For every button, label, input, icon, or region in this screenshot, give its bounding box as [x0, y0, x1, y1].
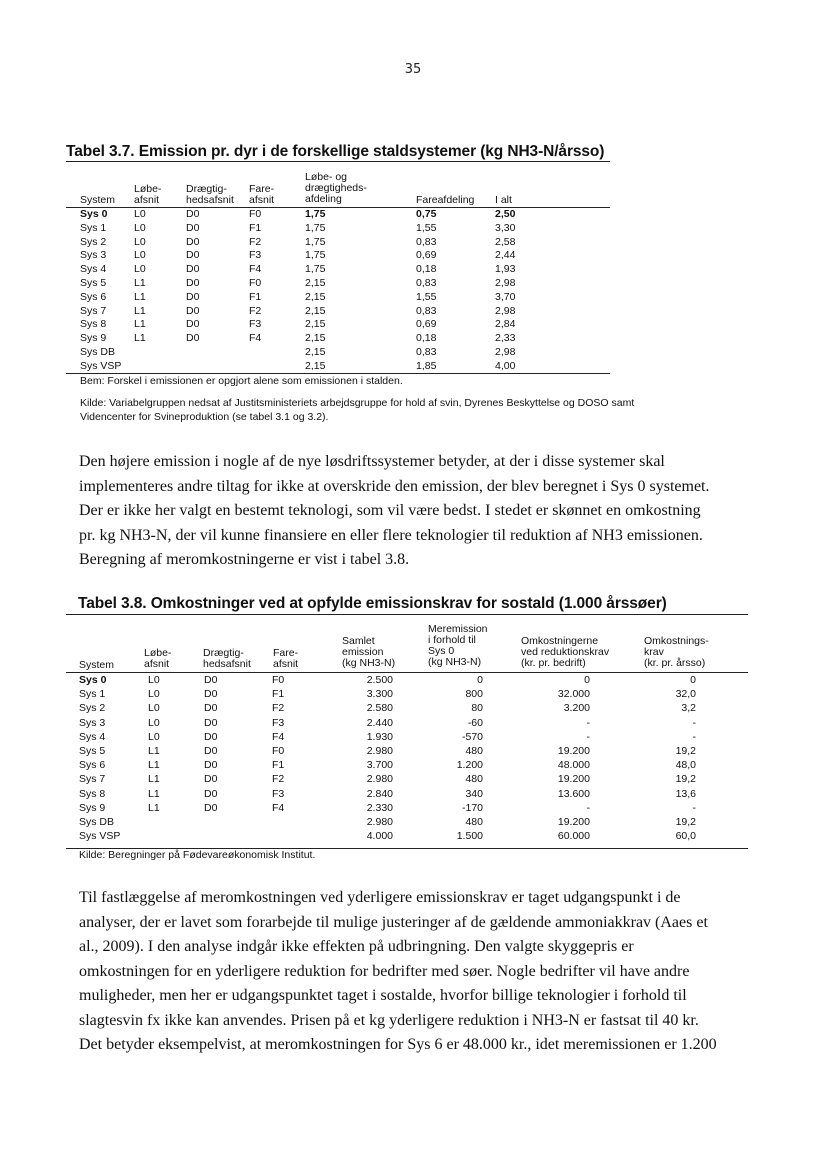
cell-draegtig: D0 [186, 332, 200, 345]
cell-omk-bedrift: 19.200 [557, 773, 590, 786]
cell-system: Sys 0 [79, 674, 107, 686]
text-line: Det betyder eksempelvist, at meromkostningen for Sys 6 er 48.000 kr., idet meremissionen er 1.200 [79, 1036, 717, 1053]
cell-draegtig: D0 [204, 759, 218, 772]
cell-draegtig: D0 [186, 318, 200, 331]
cell-lobe-og: 2,15 [305, 359, 326, 372]
cell-omk-krav: 19,2 [675, 745, 696, 757]
cell-fareafdeling: 0,69 [416, 318, 437, 331]
cell-draegtig: D0 [204, 745, 218, 757]
cell-meremission: 1.500 [456, 830, 483, 843]
cell-omk-bedrift: - [586, 801, 590, 814]
cell-i-alt: 2,33 [495, 332, 516, 345]
t37-header-i-alt [495, 195, 512, 206]
cell-omk-bedrift: 32.000 [557, 688, 590, 701]
cell-lobe: L1 [148, 745, 160, 757]
header-line: Løbe- [144, 647, 172, 659]
cell-fare: F4 [272, 801, 285, 814]
header-line: (kr. pr. bedrift) [521, 657, 586, 669]
header-line: Drægtig- [203, 647, 244, 659]
header-line: afdeling [305, 193, 342, 205]
cell-samlet: 2.980 [366, 773, 393, 786]
cell-draegtig: D0 [204, 773, 218, 786]
cell-lobe: L0 [148, 688, 160, 701]
cell-draegtig: D0 [186, 263, 200, 276]
cell-fareafdeling: 0,18 [416, 332, 437, 345]
header-line: afsnit [134, 194, 160, 206]
cell-system: Sys 8 [79, 787, 106, 800]
cell-fareafdeling: 1,55 [416, 221, 437, 234]
cell-fare: F1 [249, 221, 262, 234]
header-line: Samlet [342, 635, 375, 647]
t38-header-meremission [428, 624, 488, 668]
header-line: afsnit [249, 194, 275, 206]
cell-system: Sys DB [80, 346, 116, 358]
header-line: Løbe- og [305, 171, 348, 183]
header-line: emission [342, 646, 384, 658]
cell-i-alt: 4,00 [495, 359, 516, 372]
page-number: 35 [404, 62, 422, 77]
t37-header-lobe-og [305, 172, 367, 205]
header-line: Sys 0 [428, 645, 455, 657]
source-line: Videncenter for Svineproduktion (se tabel 3.1 og 3.2). [80, 410, 329, 423]
cell-fareafdeling: 1,85 [416, 359, 437, 372]
cell-meremission: -170 [461, 801, 483, 814]
cell-lobe: L0 [134, 235, 146, 248]
cell-omk-krav: - [692, 801, 696, 814]
cell-draegtig: D0 [186, 208, 200, 220]
cell-fareafdeling: 1,55 [416, 290, 437, 303]
cell-lobe: L0 [134, 208, 146, 220]
cell-lobe-og: 1,75 [305, 263, 326, 276]
cell-omk-bedrift: 13.600 [557, 787, 590, 800]
cell-fareafdeling: 0,83 [416, 277, 437, 289]
cell-meremission: 0 [477, 674, 483, 686]
cell-lobe-og: 1,75 [305, 208, 326, 220]
cell-meremission: 480 [465, 773, 483, 786]
cell-i-alt: 3,70 [495, 290, 516, 303]
cell-fareafdeling: 0,18 [416, 263, 437, 276]
cell-system: Sys 3 [79, 716, 106, 729]
cell-system: Sys DB [79, 816, 115, 828]
t38-header-draegtig [203, 648, 251, 670]
header-line: Omkostnings- [644, 635, 709, 647]
cell-fareafdeling: 0,83 [416, 235, 437, 248]
text-line: Der er ikke her valgt en bestemt teknologi, som vil være bedst. I stedet er skønnet en omkostning [79, 502, 701, 519]
cell-meremission: -60 [467, 716, 483, 729]
cell-lobe-og: 2,15 [305, 277, 326, 289]
cell-samlet: 2.840 [366, 787, 393, 800]
header-line: Løbe- [134, 183, 162, 195]
header-line: Drægtig- [186, 183, 227, 195]
table-3-8-top-rule [66, 614, 748, 615]
text-line: analyser, der er lavet som forarbejde til mulige justeringer af de gældende ammoniakkrav (Aaes et [79, 913, 708, 931]
header-line: krav [644, 646, 664, 658]
t37-header-system [80, 195, 115, 206]
cell-system: Sys 6 [79, 759, 106, 772]
cell-omk-krav: - [692, 716, 696, 729]
text-line: slagtesvin fx ikke kan anvendes. Prisen på et kg yderligere reduktion i NH3-N er fastsat til 40 kr. [79, 1011, 699, 1029]
table-3-7-title: Tabel 3.7. Emission pr. dyr i de forskellige staldsystemer (kg NH3-N/årsso) [66, 143, 605, 160]
t38-header-samlet [342, 636, 395, 669]
cell-omk-bedrift: 19.200 [557, 816, 590, 828]
text-line: Beregning af meromkostningerne er vist i tabel 3.8. [79, 551, 410, 568]
text-line: Den højere emission i nogle af de nye løsdriftssystemer betyder, at der i disse systemer skal [79, 453, 665, 470]
cell-omk-bedrift: 3.200 [563, 702, 590, 715]
cell-omk-krav: 3,2 [681, 702, 696, 715]
cell-lobe: L0 [134, 221, 146, 234]
cell-fare: F1 [249, 290, 262, 303]
cell-i-alt: 2,50 [495, 208, 516, 220]
cell-lobe-og: 1,75 [305, 221, 326, 234]
cell-lobe-og: 1,75 [305, 235, 326, 248]
cell-lobe-og: 2,15 [305, 304, 326, 317]
cell-meremission: 480 [465, 816, 483, 828]
cell-fare: F4 [249, 263, 262, 276]
cell-fare: F3 [272, 787, 285, 800]
t38-header-omk-krav [644, 636, 709, 669]
table-3-7-note: Bem: Forskel i emissionen er opgjort alene som emissionen i stalden. [80, 375, 403, 387]
cell-draegtig: D0 [186, 304, 200, 317]
cell-omk-krav: - [692, 730, 696, 743]
cell-system: Sys VSP [80, 359, 122, 372]
cell-fareafdeling: 0,83 [416, 304, 437, 317]
cell-samlet: 3.300 [366, 688, 393, 701]
cell-lobe: L1 [148, 759, 160, 772]
header-line: afsnit [273, 658, 299, 670]
cell-lobe-og: 2,15 [305, 318, 326, 331]
cell-fare: F0 [272, 745, 285, 757]
cell-lobe-og: 2,15 [305, 332, 326, 345]
t37-header-lobe [134, 184, 161, 206]
text-line: omkostningen for en yderligere reduktion for bedrifter med søer. Nogle bedrifter vil have andre [79, 962, 690, 980]
cell-samlet: 2.330 [366, 801, 393, 814]
cell-omk-krav: 48,0 [675, 759, 696, 772]
header-line: Fare- [249, 183, 275, 195]
cell-lobe-og: 1,75 [305, 249, 326, 262]
cell-fare: F2 [272, 702, 285, 715]
cell-lobe: L1 [148, 787, 160, 800]
cell-system: Sys 9 [80, 332, 107, 345]
cell-draegtig: D0 [204, 730, 218, 743]
cell-draegtig: D0 [204, 688, 218, 701]
cell-system: Sys 8 [80, 318, 107, 331]
header-line: drægtigheds- [305, 182, 367, 194]
cell-meremission: 1.200 [456, 759, 483, 772]
cell-lobe-og: 2,15 [305, 346, 326, 358]
cell-system: Sys 7 [79, 773, 106, 786]
text-line: pr. kg NH3-N, der vil kunne finansiere en eller flere teknologier til reduktion af NH3 emissionen. [79, 526, 703, 544]
cell-lobe: L0 [148, 716, 160, 729]
cell-lobe-og: 2,15 [305, 290, 326, 303]
cell-lobe: L0 [134, 249, 146, 262]
header-line: hedsafsnit [203, 658, 251, 670]
cell-omk-krav: 19,2 [675, 773, 696, 786]
cell-omk-bedrift: 0 [584, 674, 590, 686]
cell-lobe: L1 [134, 318, 146, 331]
cell-samlet: 2.500 [366, 674, 393, 686]
cell-lobe: L0 [148, 730, 160, 743]
cell-system: Sys 2 [80, 235, 107, 248]
t38-header-lobe [144, 648, 171, 670]
cell-fare: F1 [272, 688, 285, 701]
header-line: Fare- [273, 647, 299, 659]
header-line: I alt [495, 194, 512, 206]
cell-lobe: L1 [134, 304, 146, 317]
header-line: (kg NH3-N) [342, 657, 396, 669]
cell-meremission: 340 [465, 787, 483, 800]
cell-i-alt: 2,58 [495, 235, 516, 248]
cell-draegtig: D0 [186, 249, 200, 262]
cell-fare: F1 [272, 759, 285, 772]
cell-lobe: L0 [148, 674, 160, 686]
cell-omk-bedrift: 60.000 [557, 830, 590, 843]
cell-draegtig: D0 [204, 716, 218, 729]
cell-meremission: -570 [461, 730, 483, 743]
cell-lobe: L1 [134, 290, 146, 303]
cell-fareafdeling: 0,69 [416, 249, 437, 262]
text-line: muligheder, men her er udgangspunktet taget i sostalde, hvorfor billige teknologier i forhold til [79, 987, 687, 1004]
cell-system: Sys 6 [80, 290, 107, 303]
header-line: System [79, 659, 115, 671]
cell-draegtig: D0 [204, 801, 218, 814]
header-line: ved reduktionskrav [521, 646, 610, 658]
cell-draegtig: D0 [186, 277, 200, 289]
cell-omk-krav: 19,2 [675, 816, 696, 828]
cell-draegtig: D0 [204, 702, 218, 715]
table-3-8-title: Tabel 3.8. Omkostninger ved at opfylde emissionskrav for sostald (1.000 årssøer) [78, 595, 667, 612]
cell-fare: F0 [272, 674, 285, 686]
table-3-7-top-rule [66, 161, 610, 162]
cell-i-alt: 3,30 [495, 221, 516, 234]
cell-samlet: 2.580 [366, 702, 393, 715]
cell-fare: F3 [249, 249, 262, 262]
cell-omk-bedrift: 48.000 [557, 759, 590, 772]
table-3-8-header-rule [66, 672, 748, 673]
cell-system: Sys 9 [79, 801, 106, 814]
cell-lobe: L1 [148, 801, 160, 814]
cell-fare: F2 [249, 304, 262, 317]
paragraph-2 [79, 886, 717, 1058]
cell-samlet: 3.700 [366, 759, 393, 772]
cell-fareafdeling: 0,75 [416, 208, 437, 220]
cell-system: Sys 5 [80, 277, 107, 289]
cell-draegtig: D0 [186, 221, 200, 234]
cell-i-alt: 2,98 [495, 346, 516, 358]
cell-system: Sys 7 [80, 304, 107, 317]
header-line: i forhold til [428, 634, 476, 646]
cell-omk-krav: 60,0 [675, 830, 696, 843]
cell-meremission: 480 [465, 745, 483, 757]
cell-system: Sys VSP [79, 830, 121, 843]
cell-draegtig: D0 [204, 674, 218, 686]
header-line: (kr. pr. årsso) [644, 657, 706, 669]
cell-fare: F2 [272, 773, 285, 786]
cell-lobe: L1 [134, 277, 146, 289]
t37-header-fareafdeling [416, 195, 474, 206]
table-3-7-source [80, 397, 634, 424]
cell-i-alt: 2,44 [495, 249, 516, 262]
cell-i-alt: 2,84 [495, 318, 516, 331]
cell-i-alt: 2,98 [495, 277, 516, 289]
cell-system: Sys 3 [80, 249, 107, 262]
cell-fare: F3 [272, 716, 285, 729]
cell-omk-krav: 13,6 [675, 787, 696, 800]
cell-omk-bedrift: 19.200 [557, 745, 590, 757]
cell-fareafdeling: 0,83 [416, 346, 437, 358]
header-line: Meremission [428, 623, 488, 635]
table-3-7-header-rule [66, 207, 610, 208]
text-line: Til fastlæggelse af meromkostningen ved yderligere emissionskrav er taget udgangspunkt i de [79, 889, 681, 906]
cell-omk-bedrift: - [586, 716, 590, 729]
cell-lobe: L1 [148, 773, 160, 786]
source-line: Kilde: Variabelgruppen nedsat af Justitsministeriets arbejdsgruppe for hold af svin, Dyrenes Beskyttelse og DOSO samt [80, 397, 635, 409]
text-line: al., 2009). I den analyse indgår ikke effekten på udbringning. Den valgte skyggepris er [79, 938, 634, 955]
cell-system: Sys 4 [80, 263, 107, 276]
cell-samlet: 2.980 [366, 816, 393, 828]
header-line: Omkostningerne [521, 635, 599, 647]
t38-header-fare [273, 648, 298, 670]
cell-samlet: 4.000 [366, 830, 393, 843]
cell-samlet: 2.440 [366, 716, 393, 729]
cell-samlet: 2.980 [366, 745, 393, 757]
cell-i-alt: 1,93 [495, 263, 516, 276]
cell-fare: F2 [249, 235, 262, 248]
t37-header-draegtig [186, 184, 234, 206]
cell-system: Sys 2 [79, 702, 106, 715]
cell-draegtig: D0 [186, 235, 200, 248]
cell-system: Sys 5 [79, 745, 106, 757]
cell-meremission: 80 [471, 702, 483, 715]
header-line: (kg NH3-N) [428, 656, 482, 668]
cell-omk-krav: 32,0 [675, 688, 696, 701]
cell-fare: F0 [249, 277, 262, 289]
header-line: hedsafsnit [186, 194, 234, 206]
text-line: implementeres andre tiltag for ikke at overskride den emission, der blev beregnet i Sys 0 systemet. [79, 477, 710, 495]
cell-lobe: L1 [134, 332, 146, 345]
cell-omk-krav: 0 [690, 674, 696, 686]
t38-header-system [79, 660, 114, 671]
t38-header-omk-bedrift [521, 636, 609, 669]
cell-lobe: L0 [134, 263, 146, 276]
cell-fare: F3 [249, 318, 262, 331]
header-line: Fareafdeling [416, 194, 475, 206]
header-line: System [80, 194, 116, 206]
table-3-8-source: Kilde: Beregninger på Fødevareøkonomisk Institut. [79, 849, 316, 861]
cell-system: Sys 1 [80, 221, 107, 234]
cell-draegtig: D0 [186, 290, 200, 303]
cell-fare: F4 [272, 730, 285, 743]
table-3-7-bottom-rule [66, 373, 610, 374]
cell-fare: F0 [249, 208, 262, 220]
cell-omk-bedrift: - [586, 730, 590, 743]
cell-lobe: L0 [148, 702, 160, 715]
cell-meremission: 800 [465, 688, 483, 701]
cell-draegtig: D0 [204, 787, 218, 800]
t37-header-fare [249, 184, 274, 206]
header-line: afsnit [144, 658, 170, 670]
cell-samlet: 1.930 [366, 730, 393, 743]
cell-i-alt: 2,98 [495, 304, 516, 317]
paragraph-1 [79, 450, 710, 573]
cell-system: Sys 1 [79, 688, 106, 701]
cell-system: Sys 0 [80, 208, 108, 220]
cell-fare: F4 [249, 332, 262, 345]
cell-system: Sys 4 [79, 730, 106, 743]
